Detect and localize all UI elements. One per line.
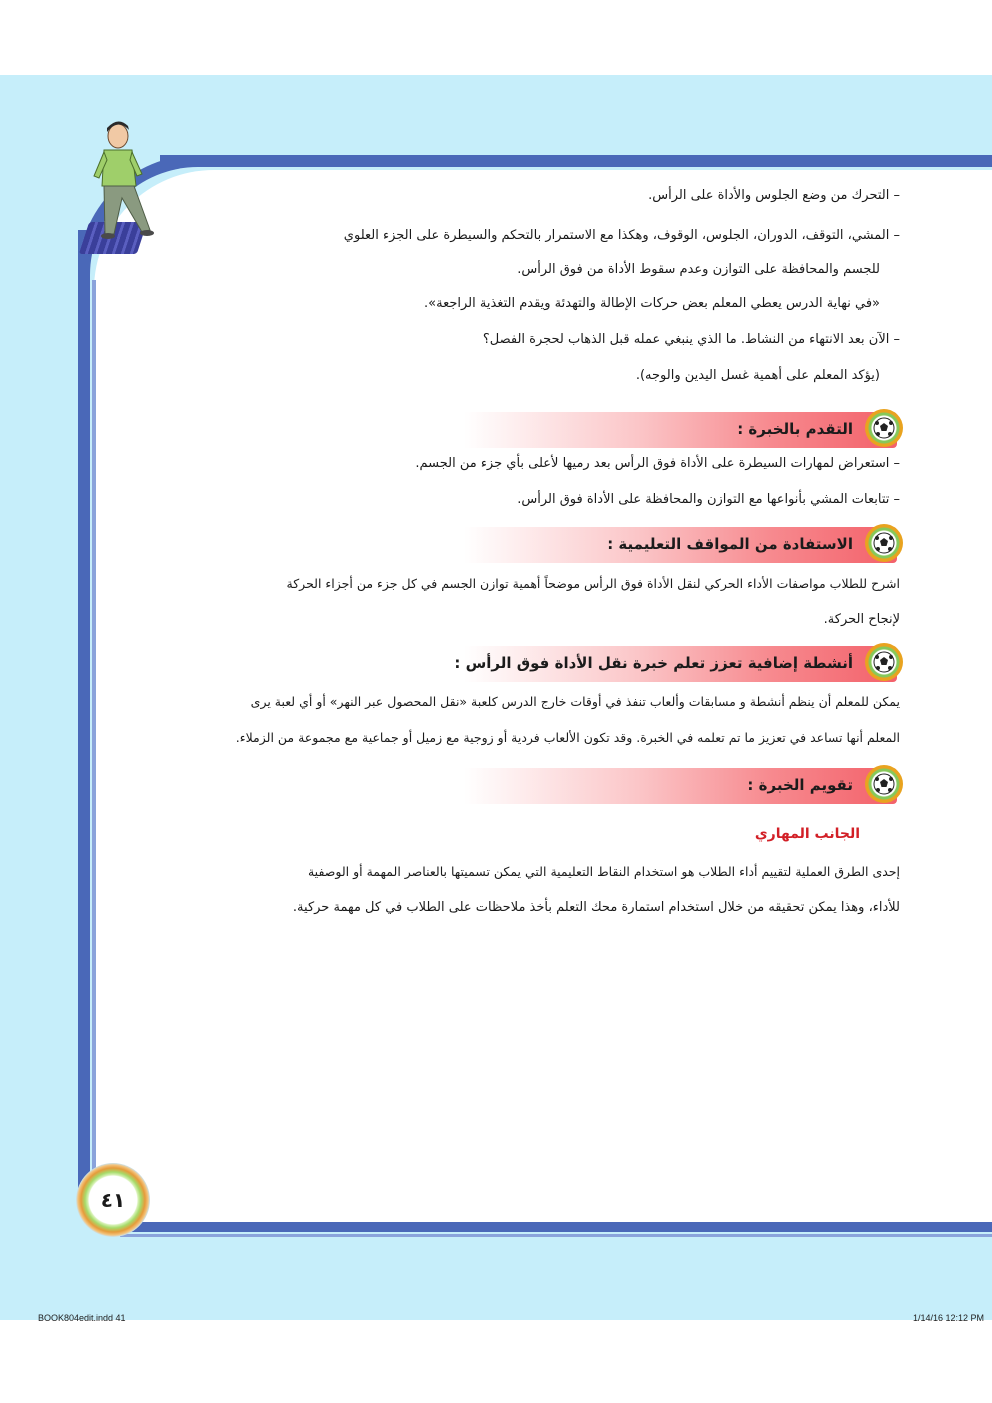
section-title: الاستفادة من المواقف التعليمية : (607, 535, 853, 553)
list-item: للجسم والمحافظة على التوازن وعدم سقوط الأداة من فوق الرأس. (517, 262, 880, 277)
page-number-badge (76, 1163, 150, 1237)
section-title: أنشطة إضافية تعزز تعلم خبرة نقل الأداة فوق الرأس : (454, 654, 853, 672)
frame-bottom-border (120, 1222, 992, 1232)
soccer-ball-icon (865, 409, 903, 447)
print-slug-date: 1/14/16 12:12 PM (912, 1313, 984, 1323)
paragraph-line: المعلم أنها تساعد في تعزيز ما تم تعلمه في الخبرة. وقد تكون الألعاب فردية أو زوجية مع زميل أو جماعية مع مجموعة من الزملاء. (235, 730, 900, 745)
frame-left-inner-border (92, 280, 96, 1210)
list-item: (يؤكد المعلم على أهمية غسل اليدين والوجه). (635, 368, 880, 383)
print-slug-file: BOOK804edit.indd 41 (38, 1313, 126, 1323)
page-number: ٤١ (100, 1188, 126, 1212)
list-item: – تتابعات المشي بأنواعها مع التوازن والمحافظة على الأداة فوق الرأس. (517, 492, 900, 507)
paragraph-line: للأداء، وهذا يمكن تحقيقه من خلال استخدام استمارة محك التعلم بأخذ ملاحظات على الطلاب في كل مهمة حركية. (292, 900, 900, 915)
paragraph-line: إحدى الطرق العملية لتقييم أداء الطلاب هو استخدام النقاط التعليمية التي يمكن تسميتها بالعناصر المهمة أو الوصفية (307, 864, 900, 879)
soccer-ball-icon (865, 524, 903, 562)
list-item: – استعراض لمهارات السيطرة على الأداة فوق الرأس بعد رميها لأعلى بأي جزء من الجسم. (415, 456, 900, 471)
section-title: التقدم بالخبرة : (737, 420, 853, 438)
paragraph-line: لإنجاح الحركة. (823, 612, 900, 627)
list-item: – التحرك من وضع الجلوس والأداة على الرأس. (648, 188, 900, 203)
sub-heading: الجانب المهاري (754, 826, 860, 842)
soccer-ball-icon (865, 643, 903, 681)
section-title: تقويم الخبرة : (747, 776, 853, 794)
soccer-ball-icon (865, 765, 903, 803)
paragraph-line: اشرح للطلاب مواصفات الأداء الحركي لنقل الأداة فوق الرأس موضحاً أهمية توازن الجسم في كل جزء من أجزاء الحركة (286, 576, 900, 591)
frame-bottom-thin-border (120, 1234, 992, 1237)
paragraph-line: يمكن للمعلم أن ينظم أنشطة و مسابقات وألعاب تنفذ في أوقات خارج الدرس كلعبة «نقل المحصول عبر النهر» أو أي لعبة يرى (250, 694, 900, 709)
section-banner-learning (320, 527, 897, 563)
walking-boy-illustration (92, 118, 162, 243)
section-banner-progress (320, 412, 897, 448)
list-item: – الآن بعد الانتهاء من النشاط. ما الذي ينبغي عمله قبل الذهاب لحجرة الفصل؟ (482, 332, 900, 347)
frame-left-border (78, 230, 90, 1190)
frame-top-border (160, 155, 992, 167)
section-banner-activities (320, 646, 897, 682)
list-item: «في نهاية الدرس يعطي المعلم بعض حركات الإطالة والتهدئة ويقدم التغذية الراجعة». (424, 296, 880, 311)
section-banner-evaluation (320, 768, 897, 804)
list-item: – المشي، التوقف، الدوران، الجلوس، الوقوف، وهكذا مع الاستمرار بالتحكم والسيطرة على الجزء العلوي (343, 228, 900, 243)
